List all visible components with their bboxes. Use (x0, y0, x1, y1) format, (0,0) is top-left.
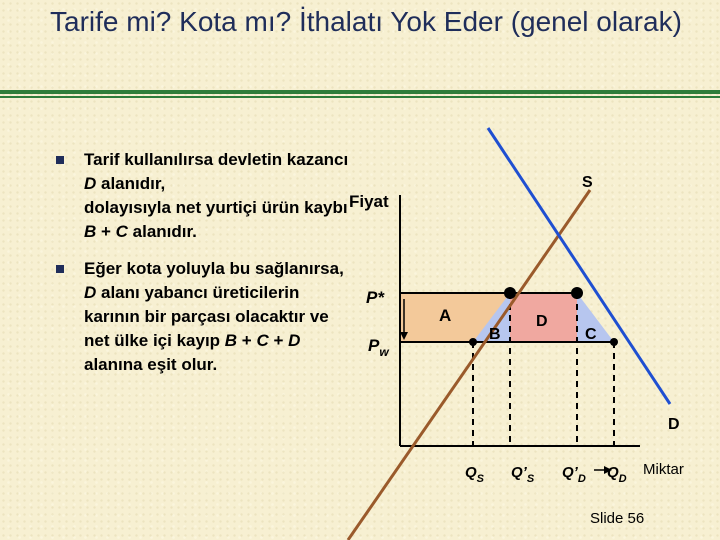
point-qs-prime-pstar (504, 287, 516, 299)
area-d-label: D (536, 313, 548, 330)
x-axis-label: Miktar (643, 461, 684, 478)
point-qd-pw (610, 338, 618, 346)
p-star-label: P* (366, 288, 384, 307)
point-qd-prime-pstar (571, 287, 583, 299)
pw-label: $P_w$ (368, 336, 389, 359)
area-b-label: B (489, 326, 501, 343)
y-axis-label: Fiyat (349, 192, 389, 211)
page-title: Tarife mi? Kota mı? İthalatı Yok Eder (genel olarak) (50, 6, 682, 37)
qs-prime-label: $Q’_S$ (511, 464, 535, 485)
supply-label: S (582, 174, 593, 191)
demand-label: D (668, 416, 680, 433)
qd-label: $Q_D$ (607, 464, 627, 485)
qd-prime-label: $Q’_D$ (562, 464, 586, 485)
slide-number: Slide 56 (590, 510, 645, 527)
qs-label: $Q_S$ (465, 464, 485, 485)
demand-curve (488, 128, 670, 404)
bullet-text-tariff: Tarif kullanılırsa devletin kazancı D alanıdır, dolayısıyla net yurtiçi ürün kaybı B + C alanıdır. (84, 150, 349, 241)
point-qs-pw (469, 338, 477, 346)
area-c-label: C (585, 326, 597, 343)
area-a-label: A (439, 306, 452, 325)
bullet-text-quota: Eğer kota yoluyla bu sağlanırsa, D alanı yabancı üreticilerin karının bir parçası olacaktır ve net ülke içi kayıp B + C + D alanına eşit olur. (84, 259, 344, 374)
supply-curve (348, 190, 590, 540)
